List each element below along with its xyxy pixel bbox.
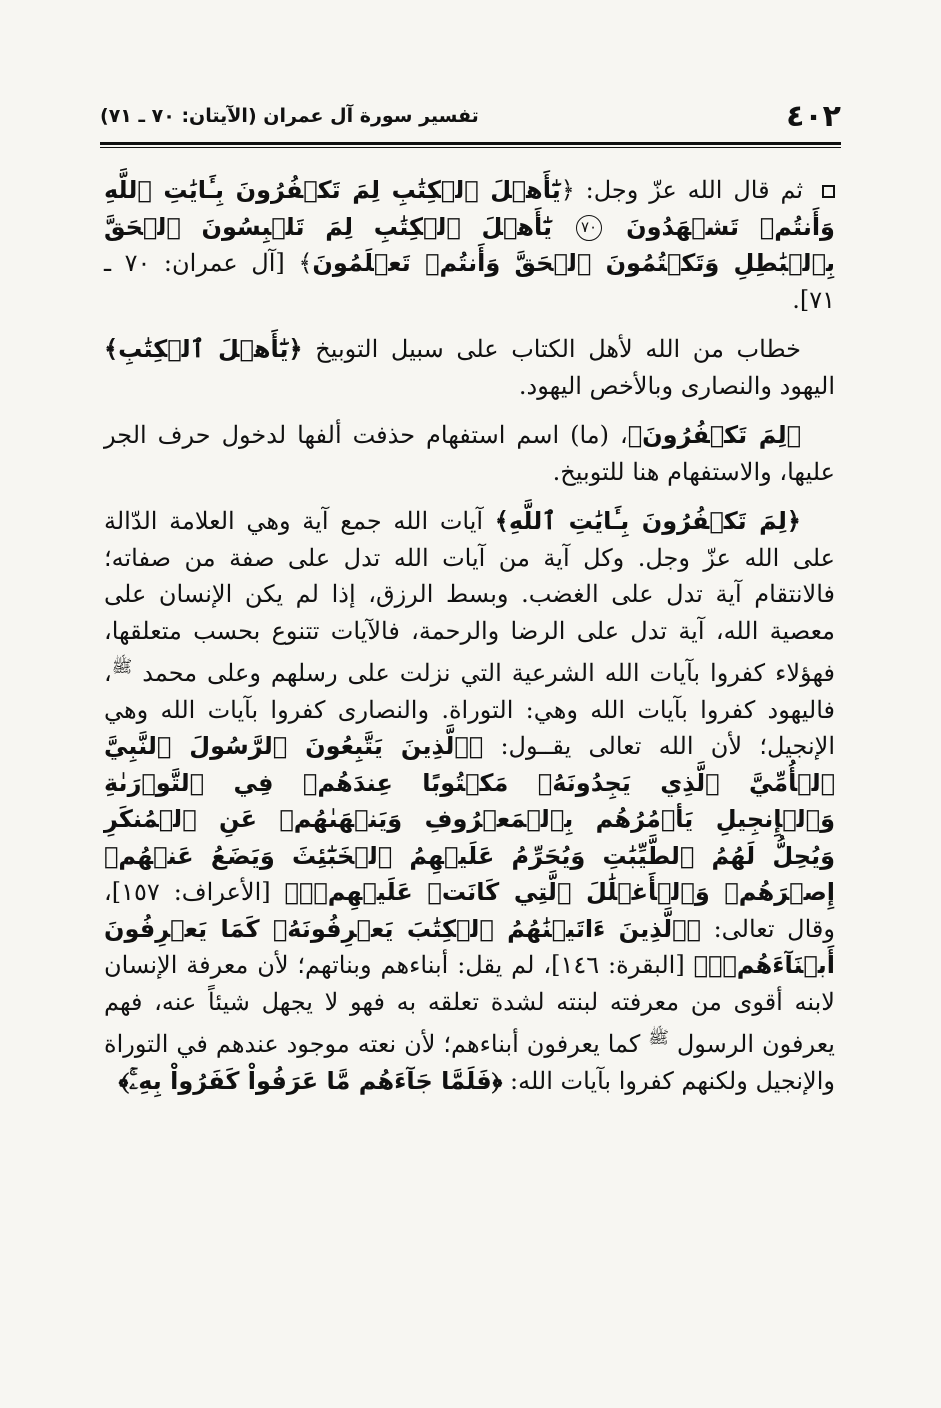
quran-verse-70: يَٰٓأَهۡلَ ٱلۡكِتَٰبِ لِمَ تَكۡفُرُونَ بِـَٔايَٰتِ ٱللَّهِ وَأَنتُمۡ تَشۡهَدُونَ (104, 176, 835, 241)
paragraph-address (104, 331, 835, 404)
quoted-phrase-ayat-allah: ﴿لِمَ تَكۡفُرُونَ بِـَٔايَٰتِ ٱللَّهِ﴾ (494, 507, 801, 535)
page-number: ٤٠٢ (786, 98, 841, 134)
quoted-phrase-lima-takfurun: ﴿لِمَ تَكۡفُرُونَ﴾ (627, 421, 802, 449)
quran-verse-71: يَٰٓأَهۡلَ ٱلۡكِتَٰبِ لِمَ تَلۡبِسُونَ ٱلۡحَقَّ بِٱلۡبَٰطِلِ وَتَكۡتُمُونَ ٱلۡحَقَّ وَأَنتُمۡ تَعۡلَمُونَ (104, 212, 835, 277)
close-bracket: ﴾ (298, 249, 313, 277)
header-rule-thin (100, 147, 841, 148)
citation-araf: [الأعراف: ١٥٧]، (104, 878, 271, 906)
header-title: تفسير سورة آل عمران (الآيتان: ٧٠ ـ ٧١) (100, 105, 479, 127)
quoted-verse-falamma: ﴿فَلَمَّا جَآءَهُم مَّا عَرَفُواْ كَفَرُواْ بِهِۦۚ﴾ (118, 1066, 503, 1095)
honorific-symbol: ﷺ (111, 657, 133, 677)
verse-citation: [آل عمران: ٧٠ ـ ٧١]. (104, 249, 835, 314)
quoted-verse-baqarah: ﴿ٱلَّذِينَ ءَاتَيۡنَٰهُمُ ٱلۡكِتَٰبَ يَعۡرِفُونَهُۥ كَمَا يَعۡرِفُونَ أَبۡنَآءَهُمۡۖ﴾ (104, 914, 835, 979)
quoted-verse-araf: ﴿ٱلَّذِينَ يَتَّبِعُونَ ٱلرَّسُولَ ٱلنَّبِيَّ ٱلۡأُمِّيَّ ٱلَّذِي يَجِدُونَهُۥ مَكۡتُوبًا عِندَهُمۡ فِي ٱلتَّوۡرَىٰةِ وَٱلۡإِنجِيلِ يَأۡمُرُهُم بِٱلۡمَعۡرُوفِ وَيَنۡهَىٰهُمۡ عَنِ ٱلۡمُنكَرِ وَيُحِلُّ لَهُمُ ٱلطَّيِّبَٰتِ وَيُحَرِّمُ عَلَيۡهِمُ ٱلۡخَبَٰٓئِثَ وَيَضَعُ عَنۡهُمۡ إِصۡرَهُمۡ وَٱلۡأَغۡلَٰلَ ٱلَّتِي كَانَتۡ عَلَيۡهِمۡۚ﴾ (104, 732, 835, 906)
header-rule-thick (100, 142, 841, 145)
open-bracket: ﴿ (560, 176, 575, 204)
citation-baqarah: [البقرة: ١٤٦]، (543, 951, 685, 979)
transition-text: وقال تعالى: (713, 914, 835, 943)
paragraph-ayat-allah (104, 503, 835, 1099)
square-bullet-icon (822, 185, 835, 198)
honorific-symbol-2: ﷺ (648, 1028, 669, 1048)
address-text-end: اليهود والنصارى وبالأخص اليهود. (518, 371, 835, 400)
explanation-text: آيات الله جمع آية وهي العلامة الدّالة على الله عزّ وجل. وكل آية من آيات الله تدل على صفة من صفاته؛ فالانتقام آية تدل على الغضب. وبسط الرزق، إذا لم يكن الإنسان على معصية الله، آية تدل على الرضا والرحمة، فالآيات تتنوع بحسب متعلقها، فهؤلاء كفروا بآيات الله الشرعية التي نزلت على رسلهم وعلى محمد (104, 507, 835, 687)
ayah-number-marker: ٧٠ (576, 215, 602, 241)
address-text: خطاب من الله لأهل الكتاب على سبيل التوبيخ (315, 335, 801, 363)
page-body (104, 172, 835, 1112)
quoted-phrase-ahl-alkitab: ﴿يَٰٓأَهۡلَ ٱلۡكِتَٰبِ﴾ (104, 335, 303, 363)
header-rule (100, 142, 841, 148)
explanation-text-cont: ، فاليهود كفروا بآيات الله وهي: التوراة. والنصارى كفروا بآيات الله وهي الإنجيل؛ لأن الله تعالى يقــول: (104, 659, 835, 760)
explanation-final: كما يعرفون أبناءهم؛ لأن نعته موجود عندهم في التوراة والإنجيل ولكنهم كفروا بآيات الله: (104, 1030, 835, 1095)
paragraph-lima-takfurun (104, 417, 835, 490)
grammar-note: ، (ما) اسم استفهام حذفت ألفها لدخول حرف الجر عليها، والاستفهام هنا للتوبيخ. (104, 421, 835, 486)
paragraph-verse-intro (104, 172, 835, 318)
running-header (100, 96, 841, 136)
explanation-children: لم يقل: أبناءهم وبناتهم؛ لأن معرفة الإنسان لابنه أقوى من معرفته لبنته لشدة تعلقه به فهو لا يجهل شيئاً عنه، فهم يعرفون الرسول (104, 951, 835, 1058)
intro-text: ثم قال الله عزّ وجل: (585, 176, 804, 204)
